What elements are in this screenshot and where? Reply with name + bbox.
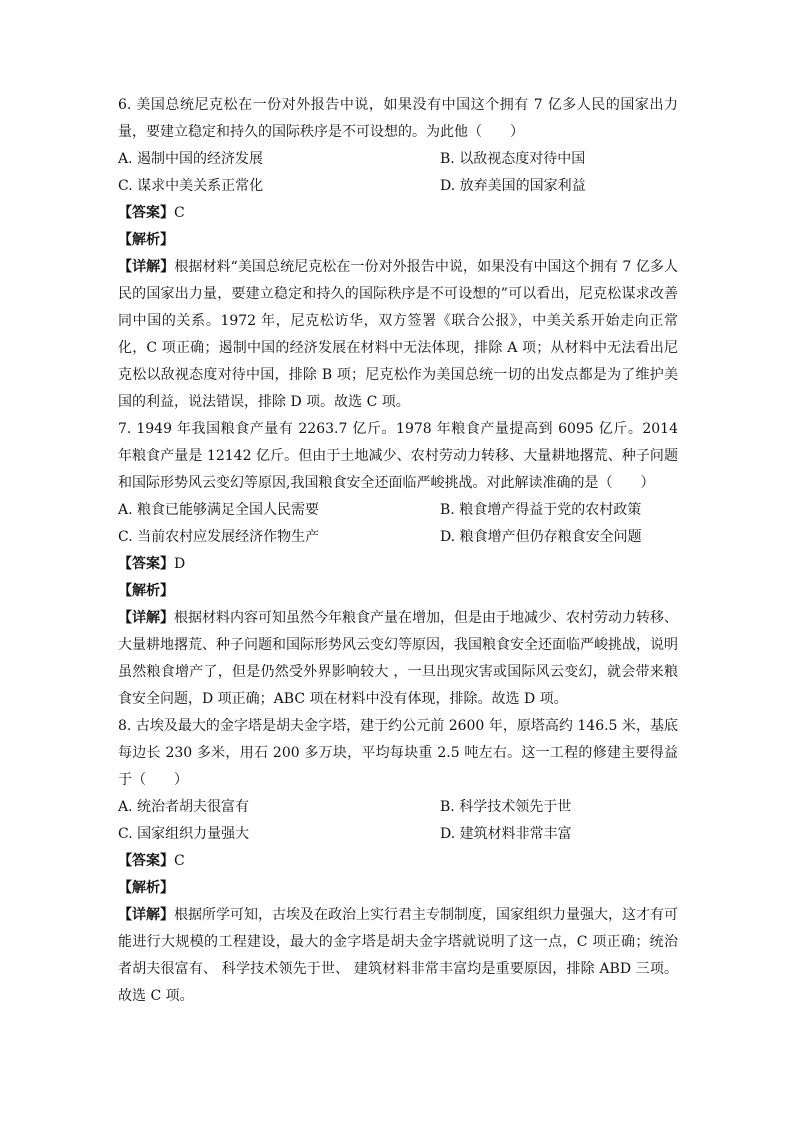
question-8-option-b: B. 科学技术领先于世 [440, 799, 572, 815]
question-7 [118, 416, 678, 713]
question-8-option-c: C. 国家组织力量强大 [118, 826, 250, 842]
answer-tag: 【答案】 [118, 205, 174, 221]
answer-value: D [174, 556, 186, 572]
question-7-answer [118, 551, 678, 578]
question-7-option-b: B. 粮食增产得益于党的农村政策 [440, 502, 642, 518]
question-6-option-a: A. 遏制中国的经济发展 [118, 151, 264, 167]
question-6-answer [118, 200, 678, 227]
analysis-tag: 【解析】 [118, 880, 174, 896]
detail-tag: 【详解】 [118, 259, 175, 275]
question-6-option-d: D. 放弃美国的国家利益 [440, 178, 586, 194]
question-6-stem: 6. 美国总统尼克松在一份对外报告中说，如果没有中国这个拥有 7 亿多人民的国家出力量，要建立稳定和持久的国际秩序是不可设想的。为此他（ ） [118, 97, 678, 140]
answer-tag: 【答案】 [118, 556, 174, 572]
question-8-stem: 8. 古埃及最大的金字塔是胡夫金字塔，建于约公元前 2600 年，原塔高约 146.5 米，基底每边长 230 多米，用石 200 多万块，平均每块重 2.5 吨左右。这一工程的修建主要得益于（ ） [118, 718, 678, 788]
document-body [118, 92, 678, 1010]
question-7-stem: 7. 1949 年我国粮食产量有 2263.7 亿斤。1978 年粮食产量提高到 6095 亿斤。2014 年粮食产量是 12142 亿斤。但由于土地减少、农村劳动力转移、大量耕地撂荒、种子问题和国际形势风云变幻等原因,我国粮食安全还面临严峻挑战。对此解读准确的是（ ） [118, 421, 678, 491]
question-7-option-d: D. 粮食增产但仍存粮食安全问题 [440, 529, 642, 545]
analysis-tag: 【解析】 [118, 583, 174, 599]
question-7-analysis-heading [118, 578, 678, 605]
question-7-option-a: A. 粮食已能够满足全国人民需要 [118, 502, 320, 518]
detail-text: 根据所学可知，古埃及在政治上实行君主专制制度，国家组织力量强大，这才有可能进行大规模的工程建设，最大的金字塔是胡夫金字塔就说明了这一点，C 项正确；统治者胡夫很富有、 科学技术领先于世、 建筑材料非常丰富均是重要原因，排除 ABD 三项。故选 C 项。 [118, 907, 678, 1004]
question-6 [118, 92, 678, 416]
question-8-option-a: A. 统治者胡夫很富有 [118, 799, 250, 815]
answer-value: C [174, 853, 185, 869]
question-6-analysis-heading [118, 227, 678, 254]
question-8-answer [118, 848, 678, 875]
detail-text: 根据材料“美国总统尼克松在一份对外报告中说，如果没有中国这个拥有 7 亿多人民的国家出力量，要建立稳定和持久的国际秩序是不可设想的”可以看出，尼克松谋求改善同中国的关系。1972 年，尼克松访华，双方签署《联合公报》，中美关系开始走向正常化，C 项正确；遏制中国的经济发展在材料中无法体现，排除 A 项；从材料中无法看出尼克松以敌视态度对待中国，排除 B 项；尼克松作为美国总统一切的出发点都是为了维护美国的利益，说法错误，排除 D 项。故选 C 项。 [118, 259, 679, 410]
question-8 [118, 713, 678, 1010]
question-8-analysis-heading [118, 875, 678, 902]
question-7-options [118, 497, 678, 551]
answer-value: C [174, 205, 185, 221]
detail-tag: 【详解】 [118, 907, 174, 923]
question-7-detail [118, 605, 678, 713]
analysis-tag: 【解析】 [118, 232, 174, 248]
question-8-option-d: D. 建筑材料非常丰富 [440, 826, 572, 842]
answer-tag: 【答案】 [118, 853, 174, 869]
question-6-options [118, 146, 678, 200]
question-6-option-c: C. 谋求中美关系正常化 [118, 178, 264, 194]
question-6-option-b: B. 以敌视态度对待中国 [440, 151, 586, 167]
detail-text: 根据材料内容可知虽然今年粮食产量在增加，但是由于地减少、农村劳动力转移、大量耕地撂荒、种子问题和国际形势风云变幻等原因，我国粮食安全还面临严峻挑战，说明虽然粮食增产了，但是仍然受外界影响较大 ，一旦出现灾害或国际风云变幻，就会带来粮食安全问题，D 项正确；ABC 项在材料中没有体现，排除。故选 D 项。 [118, 610, 678, 707]
question-8-detail [118, 902, 678, 1010]
question-8-options [118, 794, 678, 848]
question-6-detail [118, 254, 678, 416]
detail-tag: 【详解】 [118, 610, 174, 626]
question-7-option-c: C. 当前农村应发展经济作物生产 [118, 529, 320, 545]
